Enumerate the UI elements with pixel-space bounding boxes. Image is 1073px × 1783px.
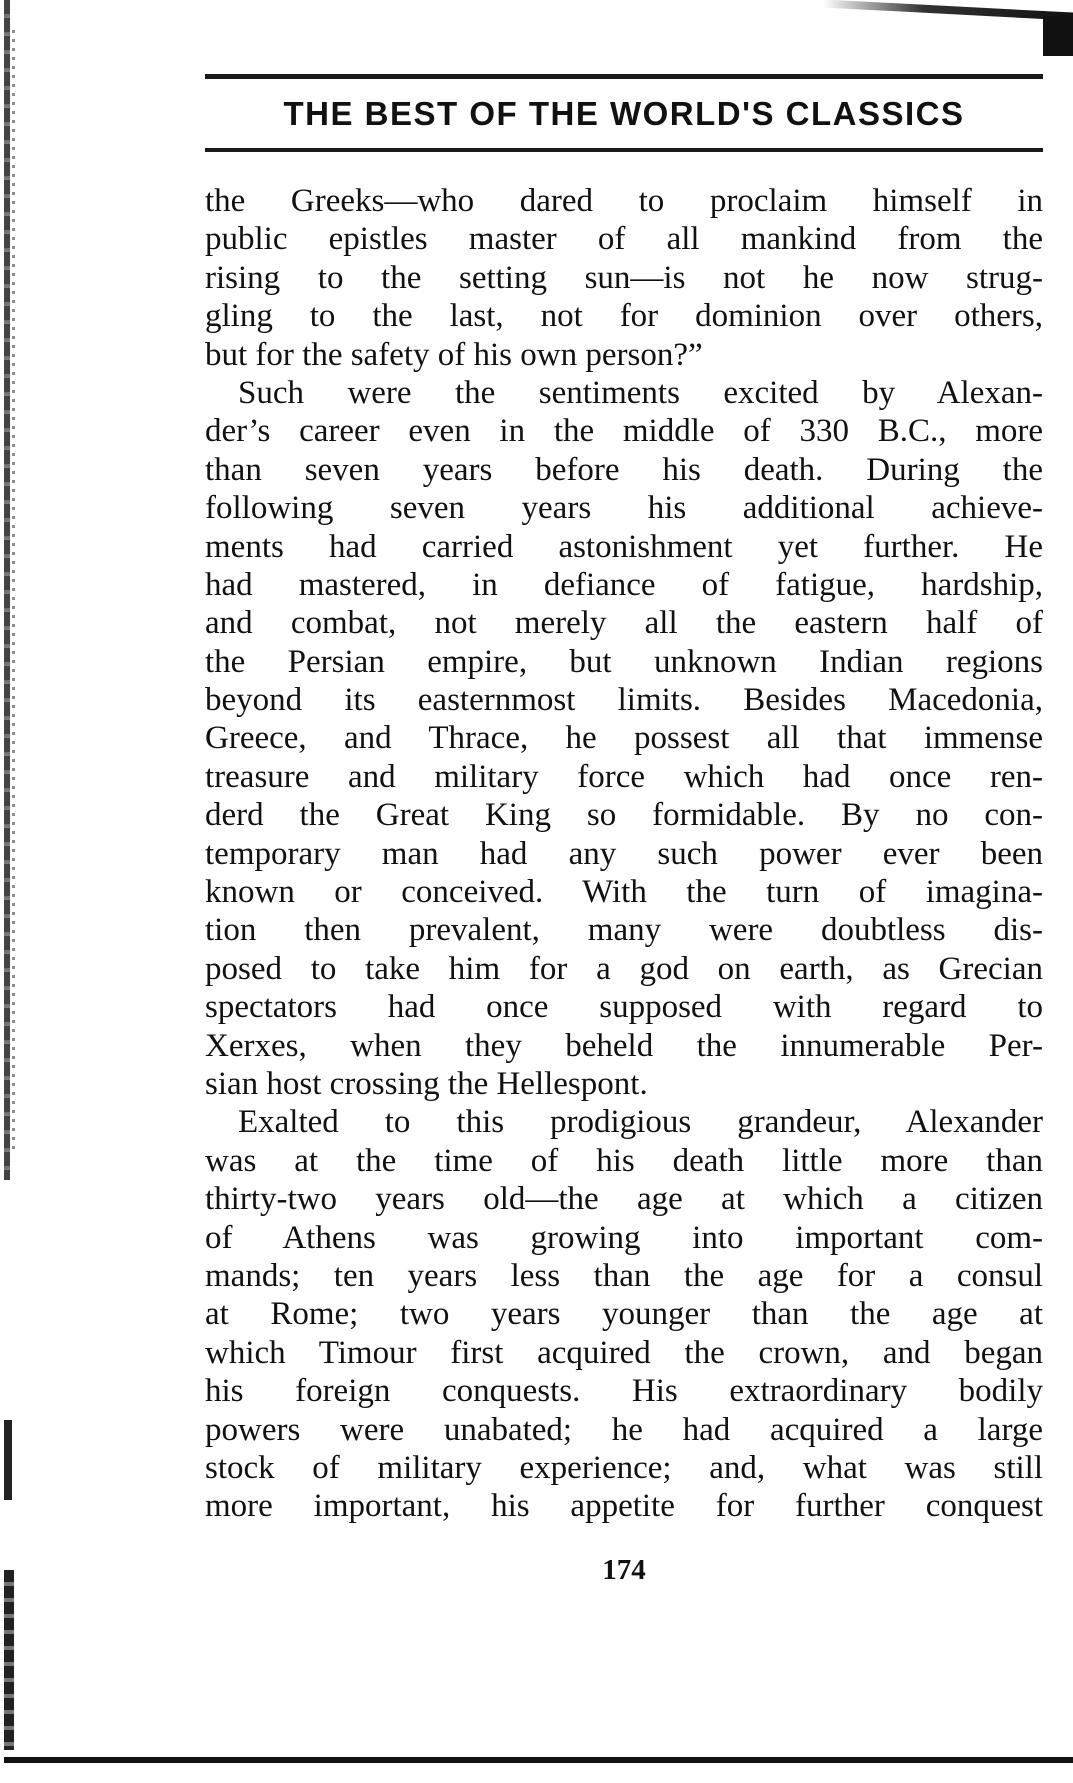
book-page (205, 74, 1043, 1586)
text-line: Such were the sentiments excited by Alexan- (205, 374, 1043, 411)
text-line: stock of military experience; and, what was still (205, 1449, 1043, 1486)
text-line: rising to the setting sun—is not he now strug- (205, 259, 1043, 296)
running-header: THE BEST OF THE WORLD'S CLASSICS (283, 95, 965, 132)
text-line: known or conceived. With the turn of imagina- (205, 874, 1043, 911)
text-line: than seven years before his death. During the (205, 451, 1043, 488)
scan-edge-left (4, 0, 10, 1180)
scan-edge-left-inner (12, 30, 15, 1150)
text-line: gling to the last, not for dominion over others, (205, 298, 1043, 335)
scan-edge-bottom (4, 1757, 1073, 1763)
text-line: temporary man had any such power ever been (205, 835, 1043, 872)
text-line: but for the safety of his own person?” (205, 336, 703, 373)
text-line: his foreign conquests. His extraordinary bodily (205, 1373, 1043, 1410)
text-line: tion then prevalent, many were doubtless dis- (205, 912, 1043, 949)
text-line: derd the Great King so formidable. By no con- (205, 797, 1043, 834)
text-line: beyond its easternmost limits. Besides Macedonia, (205, 682, 1043, 719)
text-line: spectators had once supposed with regard to (205, 989, 1043, 1026)
scan-corner-top-right (1043, 16, 1073, 56)
text-line: sian host crossing the Hellespont. (205, 1065, 648, 1102)
text-line: public epistles master of all mankind from the (205, 221, 1043, 258)
text-line: Greece, and Thrace, he possest all that immense (205, 720, 1043, 757)
text-line: at Rome; two years younger than the age at (205, 1296, 1043, 1333)
text-line: had mastered, in defiance of fatigue, hardship, (205, 566, 1043, 603)
header-rule-top (205, 74, 1043, 79)
text-line: of Athens was growing into important com- (205, 1219, 1043, 1256)
text-line: der’s career even in the middle of 330 B.C., more (205, 413, 1043, 450)
page-number: 174 (602, 1554, 646, 1586)
text-line: posed to take him for a god on earth, as Grecian (205, 950, 1043, 987)
text-line: was at the time of his death little more than (205, 1142, 1043, 1179)
text-line: the Persian empire, but unknown Indian regions (205, 643, 1043, 680)
text-line: thirty-two years old—the age at which a citizen (205, 1181, 1043, 1218)
text-line: which Timour first acquired the crown, and began (205, 1334, 1043, 1371)
text-line: and combat, not merely all the eastern half of (205, 605, 1043, 642)
body-text (205, 182, 1043, 1526)
text-line: more important, his appetite for further conquest (205, 1488, 1043, 1525)
text-line: ments had carried astonishment yet further. He (205, 528, 1043, 565)
text-line: mands; ten years less than the age for a consul (205, 1257, 1043, 1294)
scan-edge-left-mark (4, 1420, 12, 1500)
text-line: treasure and military force which had once ren- (205, 758, 1043, 795)
header-rule-bottom (205, 148, 1043, 152)
text-line: powers were unabated; he had acquired a large (205, 1411, 1043, 1448)
scan-edge-left-lower (4, 1570, 14, 1750)
text-line: Xerxes, when they beheld the innumerable Per- (205, 1027, 1043, 1064)
text-line: the Greeks—who dared to proclaim himself in (205, 183, 1043, 219)
scan-edge-top-right (823, 0, 1073, 21)
text-line: following seven years his additional achieve- (205, 490, 1043, 527)
text-line: Exalted to this prodigious grandeur, Alexander (205, 1104, 1043, 1141)
